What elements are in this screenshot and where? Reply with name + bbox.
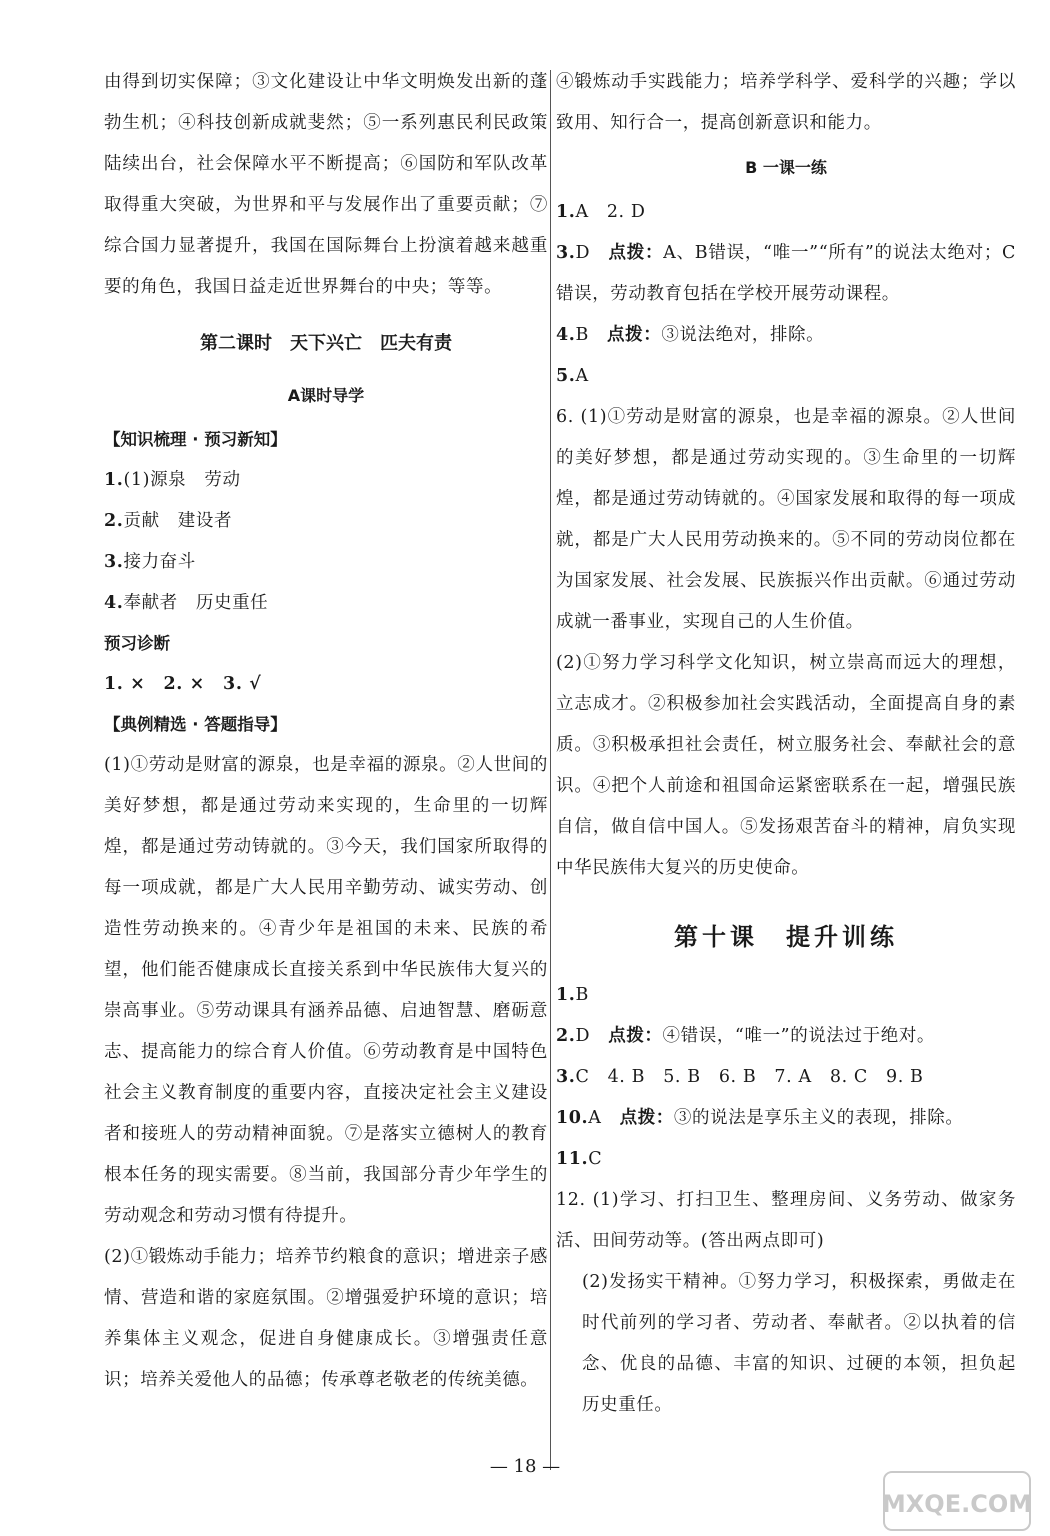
list-item: 3.D 点拨：A、B错误，“唯一”“所有”的说法太绝对；C错误，劳动教育包括在学校开展劳动课程。 (556, 243, 1016, 304)
list-item: 1.B (556, 985, 589, 1005)
question-12-part-2: (2)发扬实干精神。①努力学习，积极探索，勇做走在时代前列的学习者、劳动者、奉献者。②以执着的信念、优良的品德、丰富的知识、过硬的本领，担负起历史重任。 (582, 1272, 1016, 1415)
left-column (104, 62, 548, 1401)
list-item: 1.A 2. D (556, 202, 646, 222)
right-paragraph-1: ④锻炼动手实践能力；培养学科学、爱科学的兴趣；学以致用、知行合一，提高创新意识和能力。 (556, 72, 1016, 133)
preview-heading: 预习诊断 (104, 634, 170, 653)
list-item: 2.贡献 建设者 (104, 511, 233, 531)
list-item: 2.D 点拨：④错误，“唯一”的说法过于绝对。 (556, 1026, 936, 1046)
left-paragraph-3: (2)①锻炼动手能力；培养节约粮食的意识；增进亲子感情、营造和谐的家庭氛围。②增强爱护环境的意识；培养集体主义观念，促进自身健康成长。③增强责任意识；培养关爱他人的品德；传承尊老敬老的传统美德。 (104, 1247, 548, 1390)
list-item: 4.奉献者 历史重任 (104, 593, 269, 613)
list-item: 1.(1)源泉 劳动 (104, 470, 241, 490)
section-b-title: B 一课一练 (745, 158, 827, 177)
examples-heading: 【典例精选 · 答题指导】 (104, 715, 287, 734)
list-item: 11.C (556, 1149, 603, 1169)
list-item: 5.A (556, 366, 589, 386)
list-item: 3.接力奋斗 (104, 552, 196, 572)
right-column (556, 62, 1016, 1426)
knowledge-heading: 【知识梳理 · 预习新知】 (104, 430, 287, 449)
section-a-title: A课时导学 (287, 386, 365, 405)
list-item: 10.A 点拨：③的说法是享乐主义的表现，排除。 (556, 1108, 964, 1128)
column-divider (550, 70, 551, 1470)
list-item: 4.B 点拨：③说法绝对，排除。 (556, 325, 825, 345)
svg-text:MXQE.COM: MXQE.COM (882, 1490, 1032, 1518)
left-paragraph-2: (1)①劳动是财富的源泉，也是幸福的源泉。②人世间的美好梦想，都是通过劳动来实现的，生命里的一切辉煌，都是通过劳动铸就的。③今天，我们国家所取得的每一项成就，都是广大人民用辛勤劳动、诚实劳动、创造性劳动换来的。④青少年是祖国的未来、民族的希望，他们能否健康成长直接关系到中华民族伟大复兴的崇高事业。⑤劳动课具有涵养品德、启迪智慧、磨砺意志、提高能力的综合育人价值。⑥劳动教育是中国特色社会主义教育制度的重要内容，直接决定社会主义建设者和接班人的劳动精神面貌。⑦是落实立德树人的教育根本任务的现实需要。⑧当前，我国部分青少年学生的劳动观念和劳动习惯有待提升。 (104, 755, 548, 1226)
question-6-part-2: (2)①努力学习科学文化知识，树立崇高而远大的理想，立志成才。②积极参加社会实践活动，全面提高自身的素质。③积极承担社会责任，树立服务社会、奉献社会的意识。④把个人前途和祖国命运紧密联系在一起，增强民族自信，做自信中国人。⑤发扬艰苦奋斗的精神，肩负实现中华民族伟大复兴的历史使命。 (556, 653, 1016, 878)
lesson-title: 第二课时 天下兴亡 匹夫有责 (200, 333, 452, 354)
list-item: 3.C 4. B 5. B 6. B 7. A 8. C 9. B (556, 1067, 924, 1087)
left-paragraph-1: 由得到切实保障；③文化建设让中华文明焕发出新的蓬勃生机；④科技创新成就斐然；⑤一系列惠民利民政策陆续出台，社会保障水平不断提高；⑥国防和军队改革取得重大突破，为世界和平与发展作出了重要贡献；⑦综合国力显著提升，我国在国际舞台上扮演着越来越重要的角色，我国日益走近世界舞台的中央；等等。 (104, 72, 548, 297)
question-12-part-1: 12. (1)学习、打扫卫生、整理房间、义务劳动、做家务活、田间劳动等。(答出两点即可) (556, 1190, 1016, 1251)
question-6-part-1: 6. (1)①劳动是财富的源泉，也是幸福的源泉。②人世间的美好梦想，都是通过劳动实现的。③生命里的一切辉煌，都是通过劳动铸就的。④国家发展和取得的每一项成就，都是广大人民用劳动换来的。⑤不同的劳动岗位都在为国家发展、社会发展、民族振兴作出贡献。⑥通过劳动成就一番事业，实现自己的人生价值。 (556, 407, 1016, 632)
watermark-logo (882, 1470, 1032, 1532)
page-number: — 18 — (489, 1456, 561, 1477)
preview-answers: 1. × 2. × 3. √ (104, 674, 262, 694)
section-big-title: 第十课 提升训练 (674, 923, 898, 951)
